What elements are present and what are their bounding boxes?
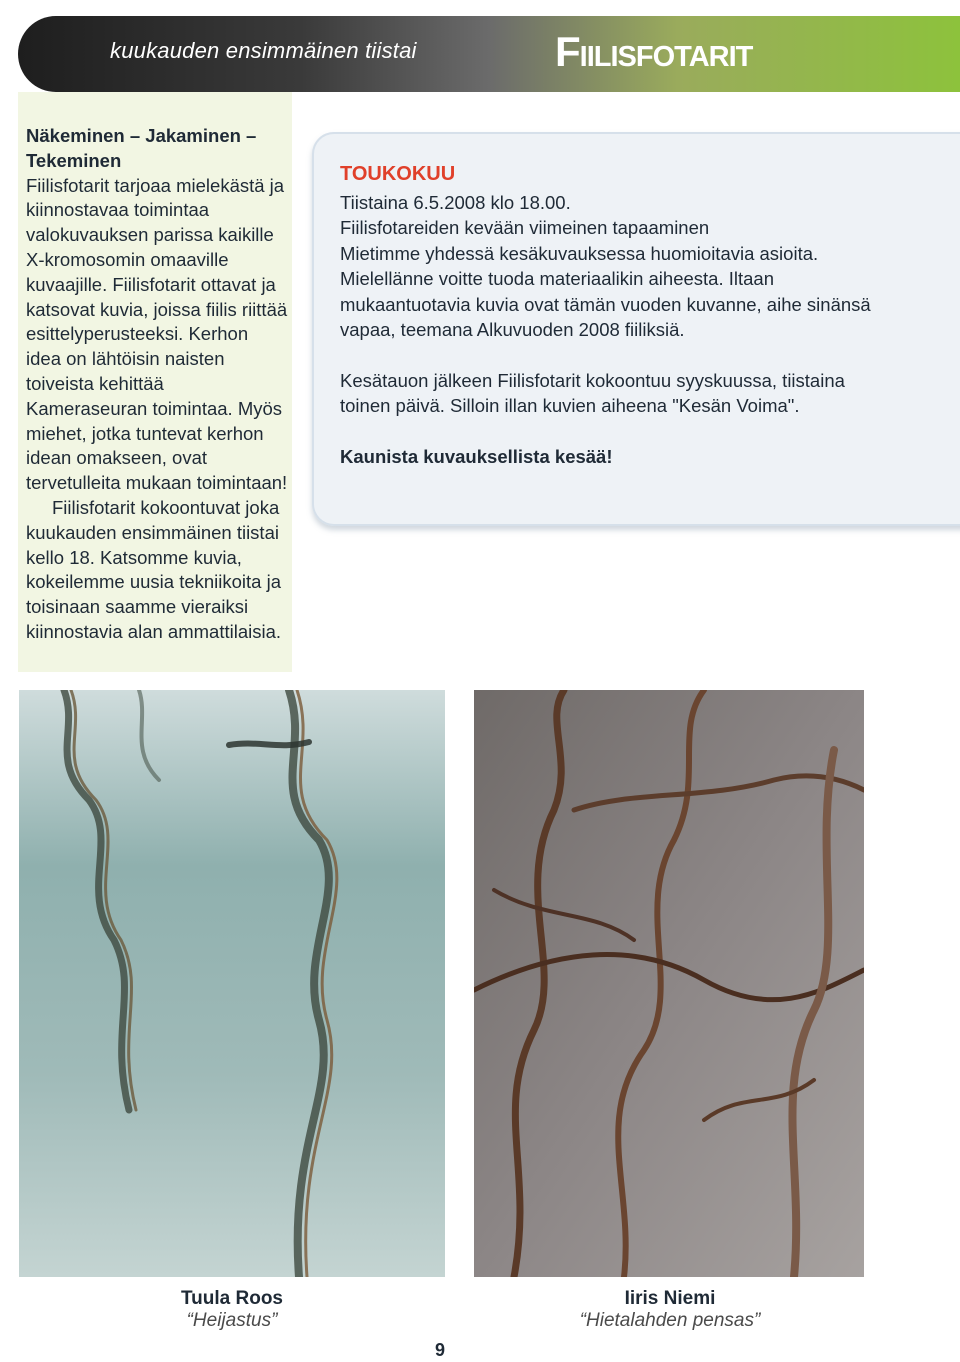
sidebar-text	[26, 124, 288, 645]
event-line-1: Fiilisfotareiden kevään viimeinen tapaaminen	[340, 217, 710, 238]
page-number: 9	[434, 1340, 445, 1360]
photo-hietalahden-pensas	[474, 690, 864, 1277]
sidebar-paragraph-2: Fiilisfotarit kokoontuvat joka kuukauden ensimmäinen tiistai kello 18. Katsomme kuvia, kokeilemme uusia tekniikoita ja toisinaan saamme vieraiksi kiinnostavia alan ammattilaisia.	[26, 496, 282, 642]
photo-title: “Hietalahden pensas”	[579, 1310, 761, 1331]
caption-photo-2	[550, 1288, 790, 1332]
photo-author: Iiris Niemi	[624, 1288, 716, 1309]
event-closing: Kaunista kuvauksellista kesää!	[340, 445, 613, 467]
header-title: Fiilisfotarit	[555, 28, 753, 75]
event-date: Tiistaina 6.5.2008 klo 18.00.	[340, 191, 571, 213]
photo-author: Tuula Roos	[180, 1288, 284, 1309]
header-subtitle: kuukauden ensimmäinen tiistai	[110, 38, 417, 63]
photo-title: “Heijastus”	[186, 1310, 278, 1331]
sidebar-paragraph-1: Fiilisfotarit tarjoaa mielekästä ja kiinnostavaa toimintaa valokuvauksen parissa kaikille X-kromosomin omaaville kuvaajille. Fiilisfotarit ottavat ja katsovat kuvia, joissa fiilis riittää esittelyperusteeksi. Kerhon idea on lähtöisin naisten toiveista kehittää Kameraseuran toimintaa. Myös miehet, jotka tuntevat kerhon idean omakseen, ovat tervetulleita mukaan toimintaan!	[26, 174, 288, 494]
event-line-2: Mietimme yhdessä kesäkuvauksessa huomioitavia asioita. Mielellänne voitte tuoda materiaalikin aiheesta. Iltaan mukaantuotavia kuvia ovat tämän vuoden kuvanne, aihe sinänsä vapaa, teemana Alkuvuoden 2008 fiiliksiä.	[340, 242, 871, 340]
event-content	[340, 162, 880, 469]
caption-photo-1	[120, 1288, 344, 1332]
photo-heijastus	[19, 690, 445, 1277]
event-paragraph-2: Kesätauon jälkeen Fiilisfotarit kokoontuu syyskuussa, tiistaina toinen päivä. Silloin illan kuvien aiheena "Kesän Voima".	[340, 369, 845, 416]
event-month: TOUKOKUU	[340, 163, 456, 185]
sidebar-heading: Näkeminen – Jakaminen – Tekeminen	[26, 125, 257, 171]
